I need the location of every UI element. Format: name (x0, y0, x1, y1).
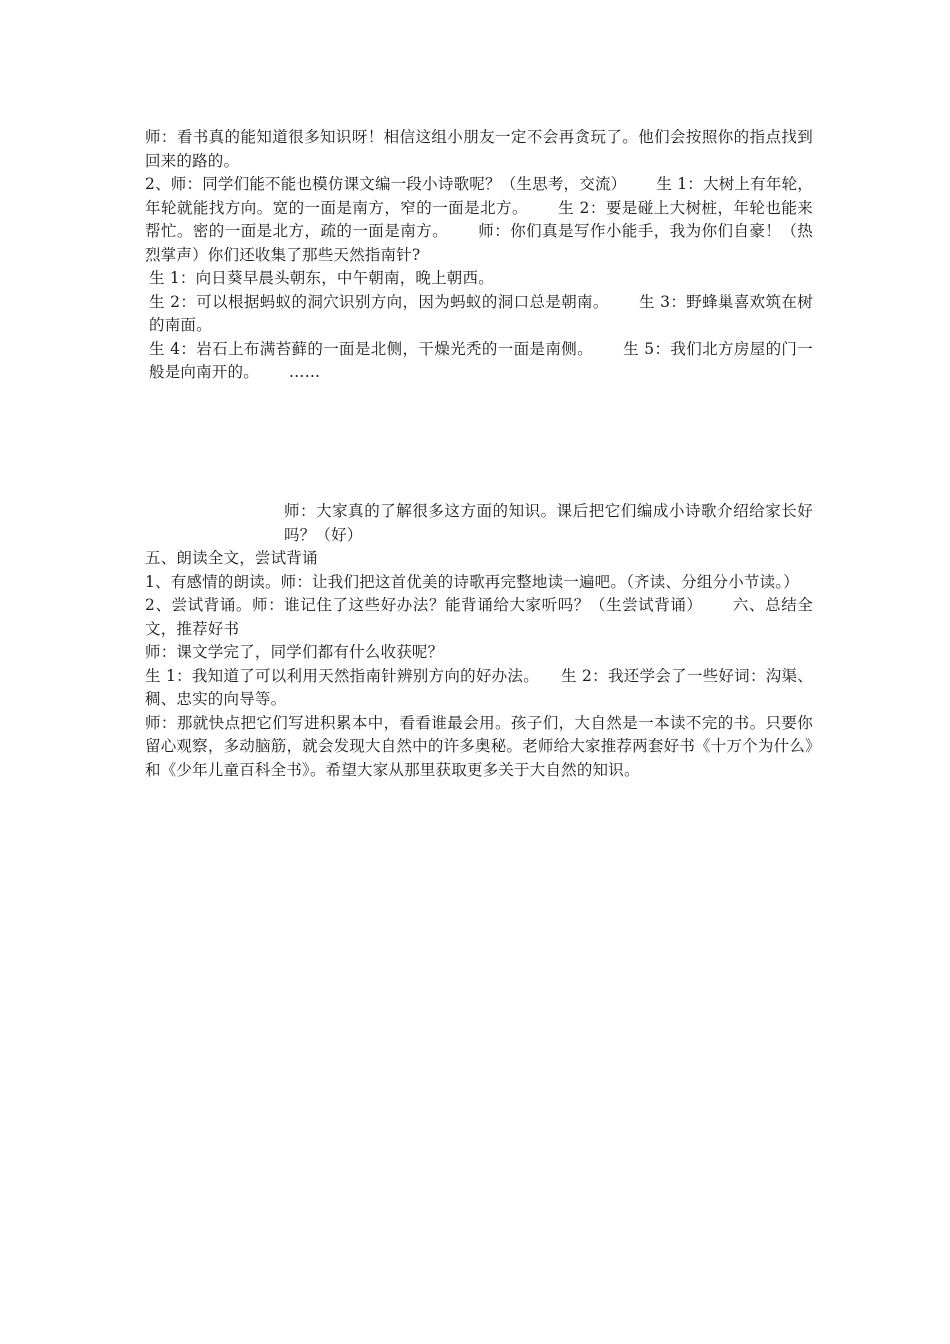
paragraph-teacher-remark: 师：看书真的能知道很多知识呀！相信这组小朋友一定不会再贪玩了。他们会按照你的指点找到回来的路的。 (145, 128, 813, 170)
student-4-moss: 生 4：岩石上布满苔藓的一面是北侧，干燥光秃的一面是南侧。 (149, 339, 593, 358)
paragraph-teacher-summary: 师：大家真的了解很多这方面的知识。课后把它们编成小诗歌介绍给家长好吗？（好） (284, 502, 813, 544)
ellipsis: …… (288, 363, 321, 381)
student-3-bees: 生 3：野蜂巢喜欢筑在树的南面。 (149, 292, 813, 334)
paragraph-read-aloud: 1、有感情的朗读。师：让我们把这首优美的诗歌再完整地读一遍吧。（齐读、分组分小节读。） (145, 572, 799, 591)
teacher-praise: 师：你们真是写作小能手，我为你们自豪！（热烈掌声）你们还收集了那些天然指南针? (145, 222, 813, 264)
teacher-question: 2、师：同学们能不能也模仿课文编一段小诗歌呢？（生思考，交流） (145, 175, 627, 193)
student-2-gain: 生 2：我还学会了一些好词：沟渠、稠、忠实的向导等。 (145, 666, 813, 708)
student-2-ants: 生 2：可以根据蚂蚁的洞穴识别方向，因为蚂蚁的洞口总是朝南。 (149, 292, 609, 311)
heading-read-aloud: 五、朗读全文，尝试背诵 (145, 549, 318, 567)
heading-conclusion: 六、总结全文，推荐好书 (145, 596, 813, 638)
text-section-summary (145, 500, 813, 782)
paragraph-moss-houses (145, 338, 813, 385)
paragraph-recite (145, 594, 813, 641)
paragraph-sunflower: 生 1：向日葵早晨头朝东，中午朝南，晚上朝西。 (149, 269, 494, 287)
paragraph-ants-bees (145, 291, 813, 338)
student-1-gain: 生 1：我知道了可以利用天然指南针辨别方向的好办法。 (145, 666, 539, 685)
paragraph-poem-activity (145, 173, 813, 267)
paragraph-student-gains (145, 665, 813, 712)
student-2-answer: 生 2：要是碰上大树桩，年轮也能来帮忙。密的一面是北方，疏的一面是南方。 (145, 198, 813, 240)
text-section-dialogue (145, 126, 813, 385)
paragraph-book-recommendation: 师：那就快点把它们写进积累本中，看看谁最会用。孩子们，大自然是一本读不完的书。只要你留心观察，多动脑筋，就会发现大自然中的许多奥秘。老师给大家推荐两套好书《十万个为什么》和《少年儿童百科全书》。希望大家从那里获取更多关于大自然的知识。 (145, 713, 813, 779)
paragraph-teacher-question: 师：课文学完了，同学们都有什么收获呢？ (145, 643, 444, 661)
recite-instruction: 2、尝试背诵。师：谁记住了这些好办法？能背诵给大家听吗？（生尝试背诵） (145, 596, 703, 614)
student-1-answer: 生 1：大树上有年轮，年轮就能找方向。宽的一面是南方，窄的一面是北方。 (145, 175, 813, 217)
student-5-houses: 生 5：我们北方房屋的门一般是向南开的。 (149, 339, 813, 381)
